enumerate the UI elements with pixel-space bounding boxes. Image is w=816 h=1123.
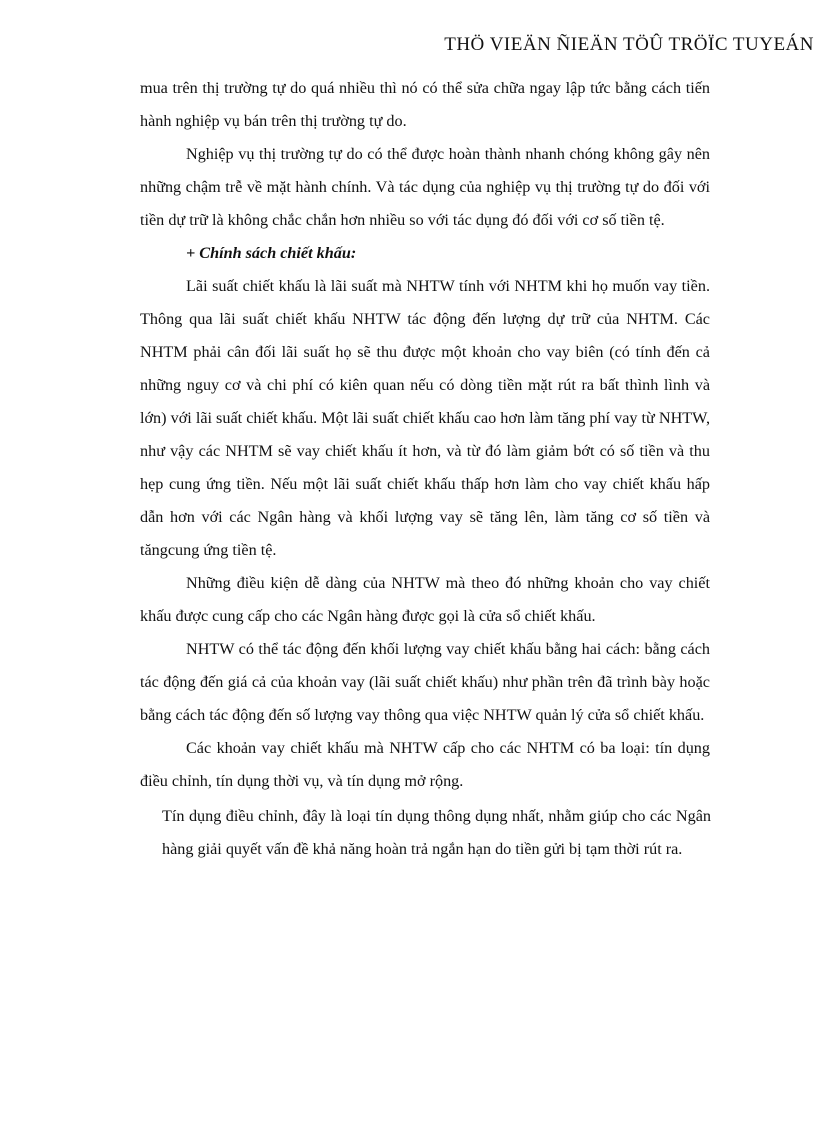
page-header-title: THÖ VIEÄN ÑIEÄN TÖÛ TRÖÏC TUYEÁN [444, 34, 814, 55]
section-heading-discount-policy: + Chính sách chiết khấu: [186, 244, 357, 262]
paragraph-adjustment-credit: Tín dụng điều chỉnh, đây là loại tín dụng thông dụng nhất, nhằm giúp cho các Ngân hàng giải quyết vấn đề khả năng hoàn trả ngắn hạn do tiền gửi bị tạm thời rút ra. [162, 807, 711, 858]
paragraph-discount-rate: Lãi suất chiết khấu là lãi suất mà NHTW tính với NHTM khi họ muốn vay tiền. Thông qua lãi suất chiết khấu NHTW tác động đến lượng dự trữ của NHTM. Các NHTM phải cân đối lãi suất họ sẽ thu được một khoản cho vay biên (có tính đến cả những nguy cơ và chi phí có kiên quan nếu có dòng tiền mặt rút ra bất thình lình và lớn) với lãi suất chiết khấu. Một lãi suất chiết khấu cao hơn làm tăng phí vay từ NHTW, như vậy các NHTM sẽ vay chiết khấu ít hơn, và từ đó làm giảm bớt có số tiền và thu hẹp cung ứng tiền. Nếu một lãi suất chiết khấu thấp hơn làm cho vay chiết khấu hấp dẫn hơn với các Ngân hàng và khối lượng vay sẽ tăng lên, làm tăng cơ số tiền và tăngcung ứng tiền tệ. [140, 277, 710, 559]
paragraph-open-market-operations: Nghiệp vụ thị trường tự do có thể được hoàn thành nhanh chóng không gây nên những chậm trễ về mặt hành chính. Và tác dụng của nghiệp vụ thị trường tự do đối với tiền dự trữ là không chắc chắn hơn nhiều so với tác dụng đó đối với cơ số tiền tệ. [140, 145, 710, 229]
paragraph-discount-volume: NHTW có thể tác động đến khối lượng vay chiết khấu bằng hai cách: bằng cách tác động đến giá cả của khoản vay (lãi suất chiết khấu) như phần trên đã trình bày hoặc bằng cách tác động đến số lượng vay thông qua việc NHTW quản lý cửa sổ chiết khấu. [140, 640, 710, 724]
document-body [140, 72, 710, 866]
paragraph-continuation: mua trên thị trường tự do quá nhiều thì nó có thể sửa chữa ngay lập tức bằng cách tiến hành nghiệp vụ bán trên thị trường tự do. [140, 79, 710, 130]
paragraph-discount-window: Những điều kiện dễ dàng của NHTW mà theo đó những khoản cho vay chiết khấu được cung cấp cho các Ngân hàng được gọi là cửa sổ chiết khấu. [140, 574, 710, 625]
paragraph-loan-types: Các khoản vay chiết khấu mà NHTW cấp cho các NHTM có ba loại: tín dụng điều chỉnh, tín dụng thời vụ, và tín dụng mở rộng. [140, 739, 710, 790]
